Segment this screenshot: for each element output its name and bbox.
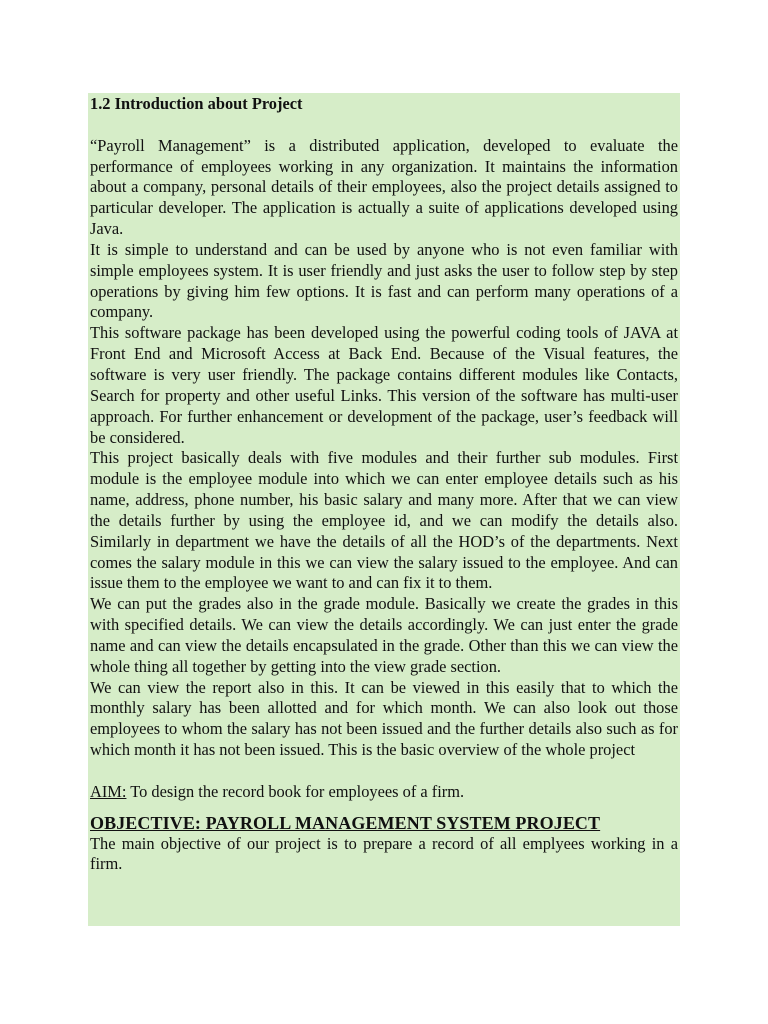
paragraph-overview: “Payroll Management” is a distributed application, developed to evaluate the performance of employees working in any organization. It maintains the information about a company, personal details of their employees, also the project details assigned to particular developer. The application is actually a suite of applications developed using Java.: [90, 135, 678, 239]
paragraph-modules: This project basically deals with five modules and their further sub modules. First module is the employee module into which we can enter employee details such as his name, address, phone number, his basic salary and many more. After that we can view the details further by using the employee id, and we can modify the details also. Similarly in department we have the details of all the HOD’s of the departments. Next comes the salary module in this we can view the salary issued to the employee. And can issue them to the employee we want to and can fix it to them.: [90, 448, 678, 593]
aim-text: To design the record book for employees of a firm.: [126, 781, 465, 801]
aim-label: AIM:: [90, 781, 127, 801]
spacer: [90, 115, 678, 136]
spacer: [90, 761, 678, 782]
objective-heading: OBJECTIVE: PAYROLL MANAGEMENT SYSTEM PROJECT: [90, 812, 601, 833]
document-content: [90, 92, 678, 875]
paragraph-grades: We can put the grades also in the grade module. Basically we create the grades in this with specified details. We can view the details accordingly. We can just enter the grade name and can view the details encapsulated in the grade. Other than this we can view the whole thing all together by getting into the view grade section.: [90, 594, 678, 676]
paragraph-software-package: This software package has been developed using the powerful coding tools of JAVA at Front End and Microsoft Access at Back End. Because of the Visual features, the software is very user friendly. The package contains different modules like Contacts, Search for property and other useful Links. This version of the software has multi-user approach. For further enhancement or development of the package, user’s feedback will be considered.: [90, 323, 678, 447]
paragraph-usability: It is simple to understand and can be used by anyone who is not even familiar with simple employees system. It is user friendly and just asks the user to follow step by step operations by giving him few options. It is fast and can perform many operations of a company.: [90, 239, 678, 322]
section-heading: 1.2 Introduction about Project: [90, 94, 303, 113]
paragraph-report: We can view the report also in this. It can be viewed in this easily that to which the monthly salary has been allotted and for which month. We can also look out those employees to whom the salary has not been issued and the further details also such as for which month it has not been issued. This is the basic overview of the whole project: [90, 677, 678, 760]
aim-statement: [90, 782, 678, 803]
objective-text: The main objective of our project is to prepare a record of all emplyees working in a firm.: [90, 833, 678, 874]
